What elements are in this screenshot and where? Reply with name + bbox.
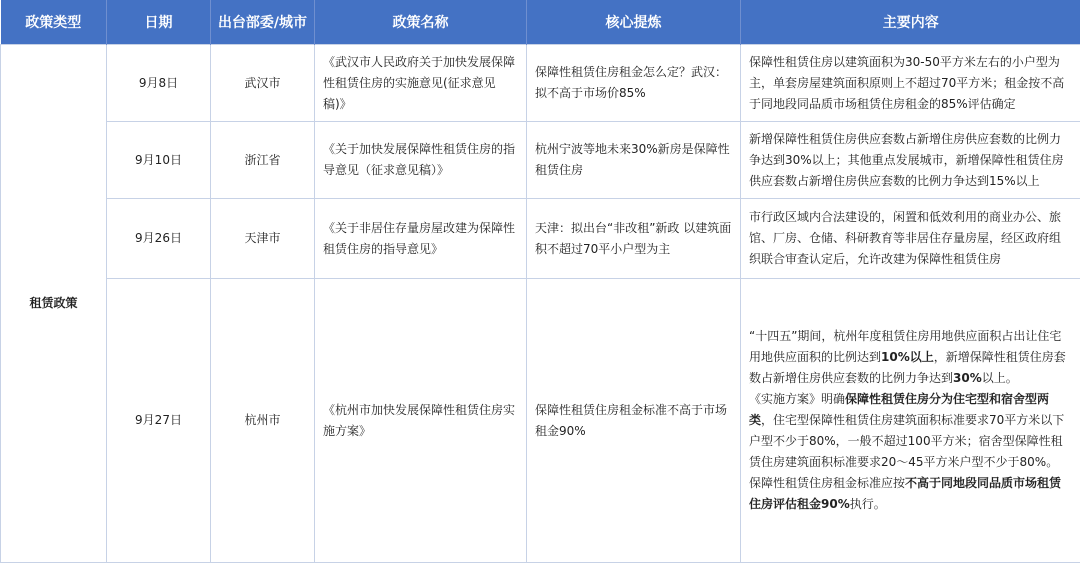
header-date: 日期 — [107, 0, 211, 45]
main-content-cell: 市行政区域内合法建设的，闲置和低效利用的商业办公、旅馆、厂房、仓储、科研教育等非居住存量房屋，经区政府组织联合审查认定后，允许改建为保障性租赁住房 — [741, 199, 1080, 279]
policy-name-cell: 《关于加快发展保障性租赁住房的指导意见（征求意见稿）》 — [315, 122, 527, 199]
city-cell: 杭州市 — [211, 279, 315, 563]
content-text: ，住宅型保障性租赁住房建筑面积标准要求70平方米以下户型不少于80%，一般不超过100平方米；宿舍型保障性租赁住房建筑面积标准要求20～45平方米户型不少于80%。 — [749, 413, 1064, 469]
content-text: 保障性租赁住房租金标准应按 — [749, 476, 905, 490]
main-content-cell: 保障性租赁住房以建筑面积为30-50平方米左右的小户型为主，单套房屋建筑面积原则上不超过70平方米；租金按不高于同地段同品质市场租赁住房租金的85%评估确定 — [741, 45, 1080, 122]
content-text: “十四五”期间，杭州年度租赁住房用地供应面积占出让住宅用地供应面积的比例达到 — [749, 329, 1061, 364]
table-row — [1, 122, 1080, 199]
main-content-cell: 新增保障性租赁住房供应套数占新增住房供应套数的比例力争达到30%以上；其他重点发展城市，新增保障性租赁住房供应套数占新增住房供应套数的比例力争达到15%以上 — [741, 122, 1080, 199]
content-highlight: 30% — [953, 371, 982, 385]
content-text: 以上。 — [982, 371, 1018, 385]
policy-name-cell: 《关于非居住存量房屋改建为保障性租赁住房的指导意见》 — [315, 199, 527, 279]
date-cell: 9月27日 — [107, 279, 211, 563]
date-cell: 9月8日 — [107, 45, 211, 122]
content-highlight: 10%以上 — [881, 350, 934, 364]
table-row — [1, 199, 1080, 279]
date-cell: 9月26日 — [107, 199, 211, 279]
policy-type-cell: 租赁政策 — [1, 45, 107, 563]
core-summary-cell: 杭州宁波等地未来30%新房是保障性租赁住房 — [527, 122, 741, 199]
core-summary-cell: 保障性租赁住房租金标准不高于市场租金90% — [527, 279, 741, 563]
core-summary-cell: 保障性租赁住房租金怎么定？武汉：拟不高于市场价85% — [527, 45, 741, 122]
date-cell: 9月10日 — [107, 122, 211, 199]
city-cell: 浙江省 — [211, 122, 315, 199]
content-highlight: 保障性租赁住房分为住宅型和宿舍型两类 — [749, 392, 1049, 427]
core-summary-cell: 天津：拟出台“非改租”新政 以建筑面积不超过70平小户型为主 — [527, 199, 741, 279]
city-cell: 武汉市 — [211, 45, 315, 122]
header-policy-type: 政策类型 — [1, 0, 107, 45]
main-content-cell — [741, 279, 1080, 563]
content-text: 执行。 — [850, 497, 886, 511]
policy-name-cell: 《武汉市人民政府关于加快发展保障性租赁住房的实施意见(征求意见稿)》 — [315, 45, 527, 122]
header-department-city: 出台部委/城市 — [211, 0, 315, 45]
table-row — [1, 45, 1080, 122]
table-row — [1, 279, 1080, 563]
header-policy-name: 政策名称 — [315, 0, 527, 45]
city-cell: 天津市 — [211, 199, 315, 279]
content-text: ，新增保障性租赁住房套数占新增住房供应套数的比例力争达到 — [749, 350, 1066, 385]
content-text: 《实施方案》明确 — [749, 392, 845, 406]
header-main-content: 主要内容 — [741, 0, 1080, 45]
header-row — [1, 0, 1080, 45]
content-highlight: 不高于同地段同品质市场租赁住房评估租金90% — [749, 476, 1061, 511]
header-core-summary: 核心提炼 — [527, 0, 741, 45]
policy-name-cell: 《杭州市加快发展保障性租赁住房实施方案》 — [315, 279, 527, 563]
